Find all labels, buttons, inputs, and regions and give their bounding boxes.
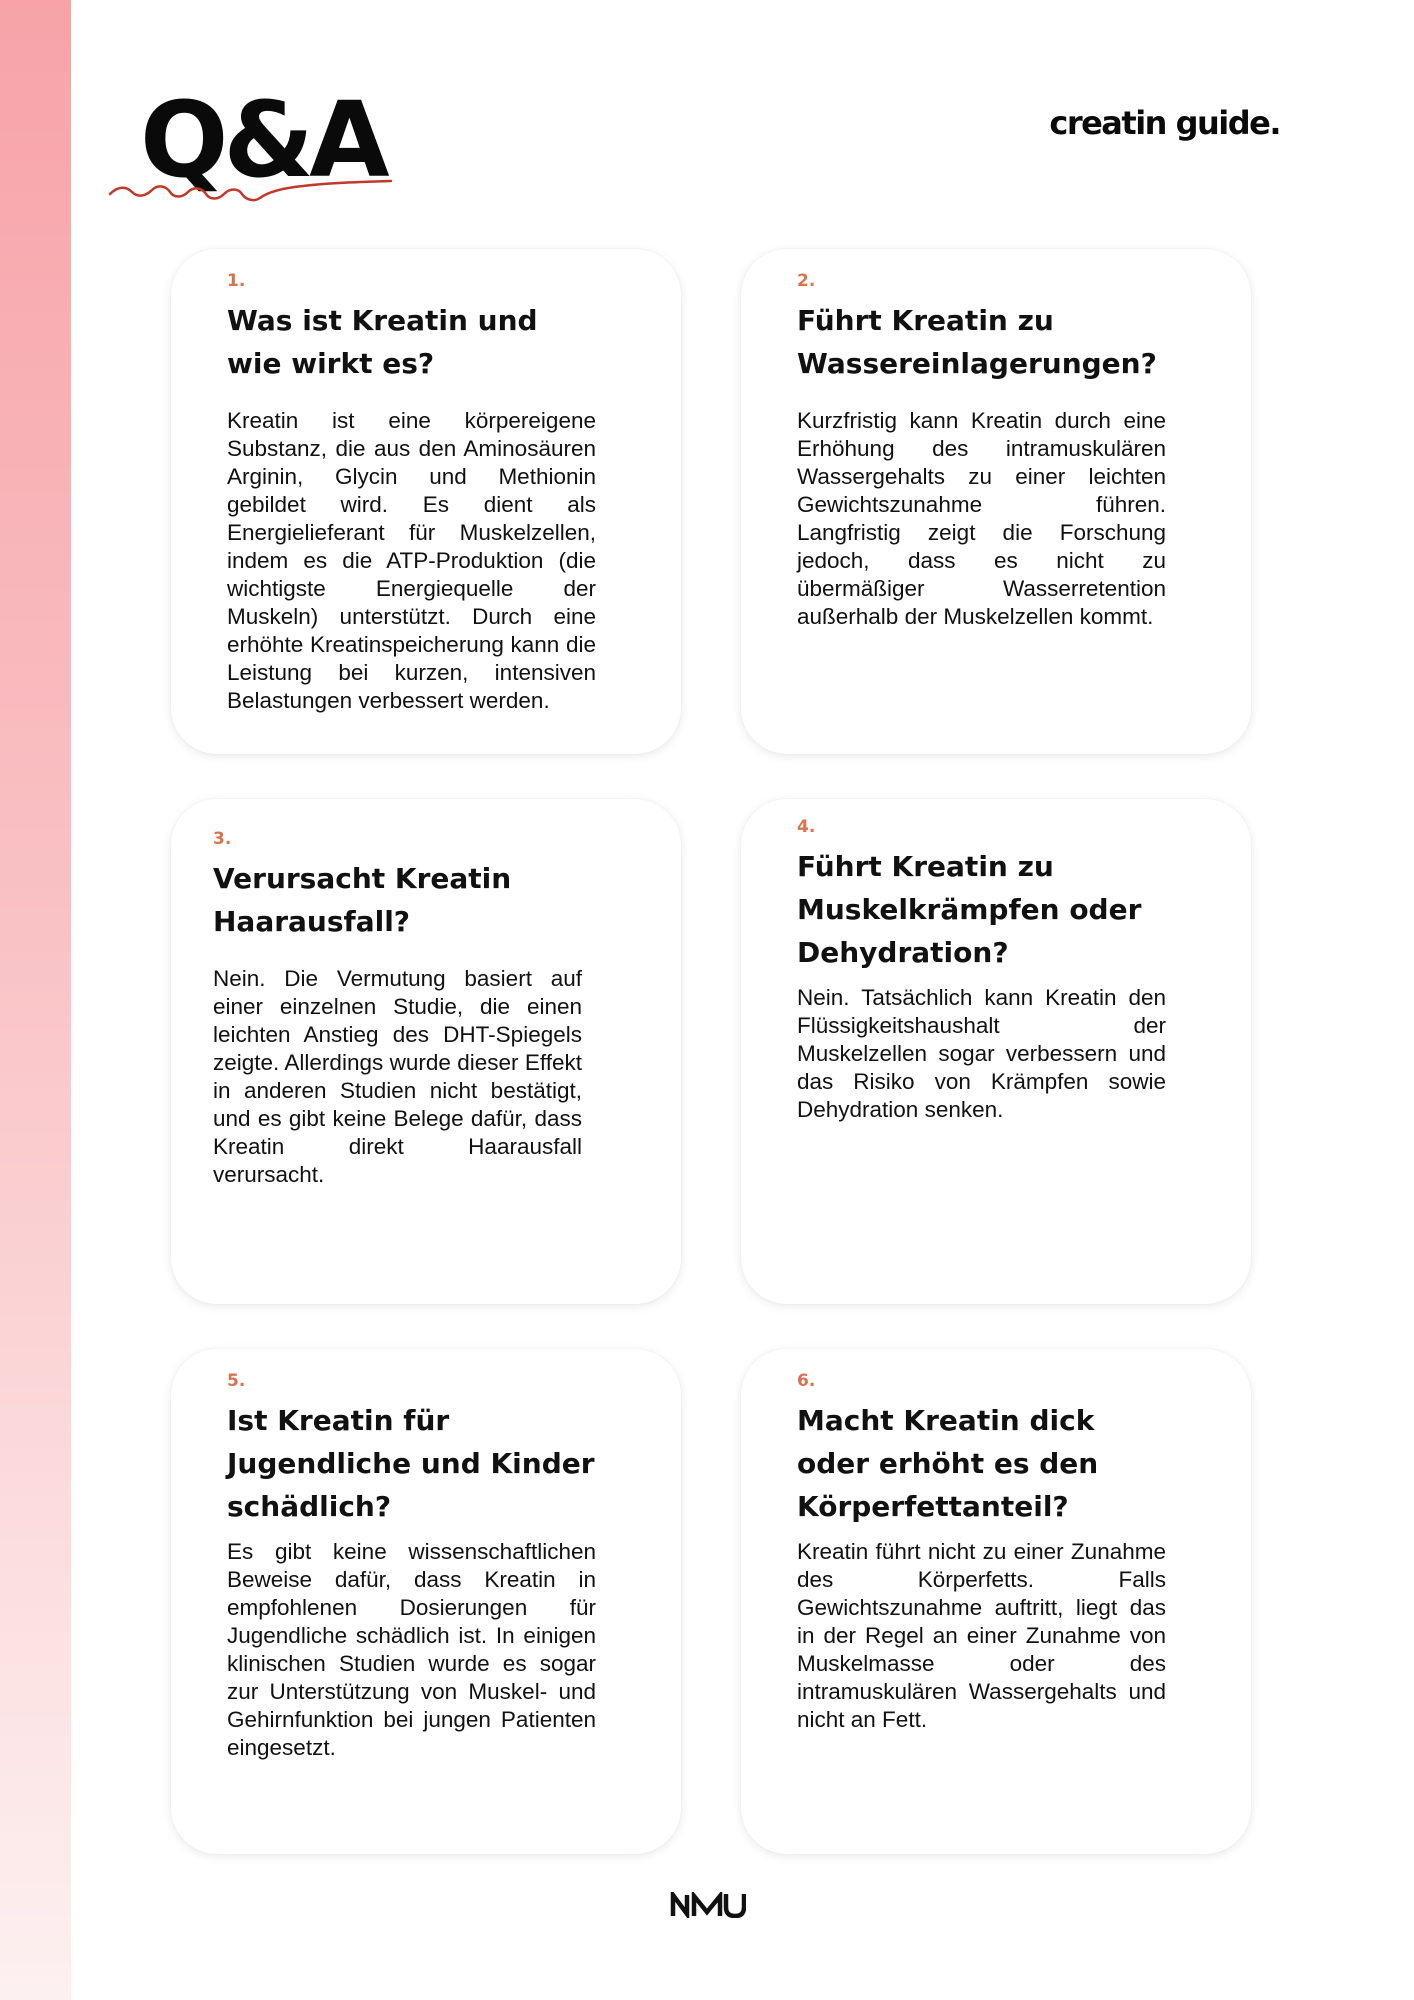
qa-card-1 xyxy=(171,249,681,754)
card-number: 3. xyxy=(213,829,232,849)
card-answer: Kreatin führt nicht zu einer Zunahme des Körperfetts. Falls Gewichtszunahme auftritt, liegt das in der Regel an einer Zunahme von Muskelmasse oder des intramuskulären Wassergehalts und nicht an Fett. xyxy=(797,1539,1166,1732)
card-question: Führt Kreatin zu Muskelkrämpfen oder Dehydration? xyxy=(797,850,1142,969)
card-number: 1. xyxy=(227,271,246,291)
card-number: 2. xyxy=(797,271,816,291)
qa-card-5 xyxy=(171,1349,681,1854)
card-answer: Kurzfristig kann Kreatin durch eine Erhöhung des intramuskulären Wassergehalts zu einer leichten Gewichtszunahme führen. Langfristig zeigt die Forschung jedoch, dass es nicht zu übermäßiger Wasserretention außerhalb der Muskelzellen kommt. xyxy=(797,408,1166,629)
card-question: Führt Kreatin zu Wassereinlagerungen? xyxy=(797,304,1157,380)
card-number: 5. xyxy=(227,1371,246,1391)
qa-card-6 xyxy=(741,1349,1251,1854)
card-number: 6. xyxy=(797,1371,816,1391)
card-question: Was ist Kreatin und wie wirkt es? xyxy=(227,304,538,380)
qa-card-2 xyxy=(741,249,1251,754)
card-number: 4. xyxy=(797,817,816,837)
card-answer: Kreatin ist eine körpereigene Substanz, die aus den Aminosäuren Arginin, Glycin und Methionin gebildet wird. Es dient als Energielieferant für Muskelzellen, indem es die ATP-Produktion (die wichtigste Energiequelle der Muskeln) unterstützt. Durch eine erhöhte Kreatinspeicherung kann die Leistung bei kurzen, intensiven Belastungen verbessert werden. xyxy=(227,408,596,713)
card-question: Ist Kreatin für Jugendliche und Kinder schädlich? xyxy=(227,1404,595,1523)
nmu-logo-icon xyxy=(670,1892,746,1918)
qa-card-4 xyxy=(741,799,1251,1304)
qa-card-3 xyxy=(171,799,681,1304)
card-question: Verursacht Kreatin Haarausfall? xyxy=(213,862,512,938)
card-answer: Nein. Die Vermutung basiert auf einer einzelnen Studie, die einen leichten Anstieg des DHT-Spiegels zeigte. Allerdings wurde dieser Effekt in anderen Studien nicht bestätigt, und es gibt keine Belege dafür, dass Kreatin direkt Haarausfall verursacht. xyxy=(213,966,582,1187)
card-question: Macht Kreatin dick oder erhöht es den Körperfettanteil? xyxy=(797,1404,1099,1523)
side-gradient-stripe xyxy=(0,0,71,2000)
brand-name: creatin guide. xyxy=(1049,104,1280,142)
page-title: Q&A xyxy=(140,79,385,201)
card-answer: Es gibt keine wissenschaftlichen Beweise dafür, dass Kreatin in empfohlenen Dosierungen für Jugendliche schädlich ist. In einigen klinischen Studien wurde es sogar zur Unterstützung von Muskel- und Gehirnfunktion bei jungen Patienten eingesetzt. xyxy=(227,1539,596,1760)
squiggle-underline-icon xyxy=(108,172,393,212)
card-answer: Nein. Tatsächlich kann Kreatin den Flüssigkeitshaushalt der Muskelzellen sogar verbessern und das Risiko von Krämpfen sowie Dehydration senken. xyxy=(797,985,1166,1122)
